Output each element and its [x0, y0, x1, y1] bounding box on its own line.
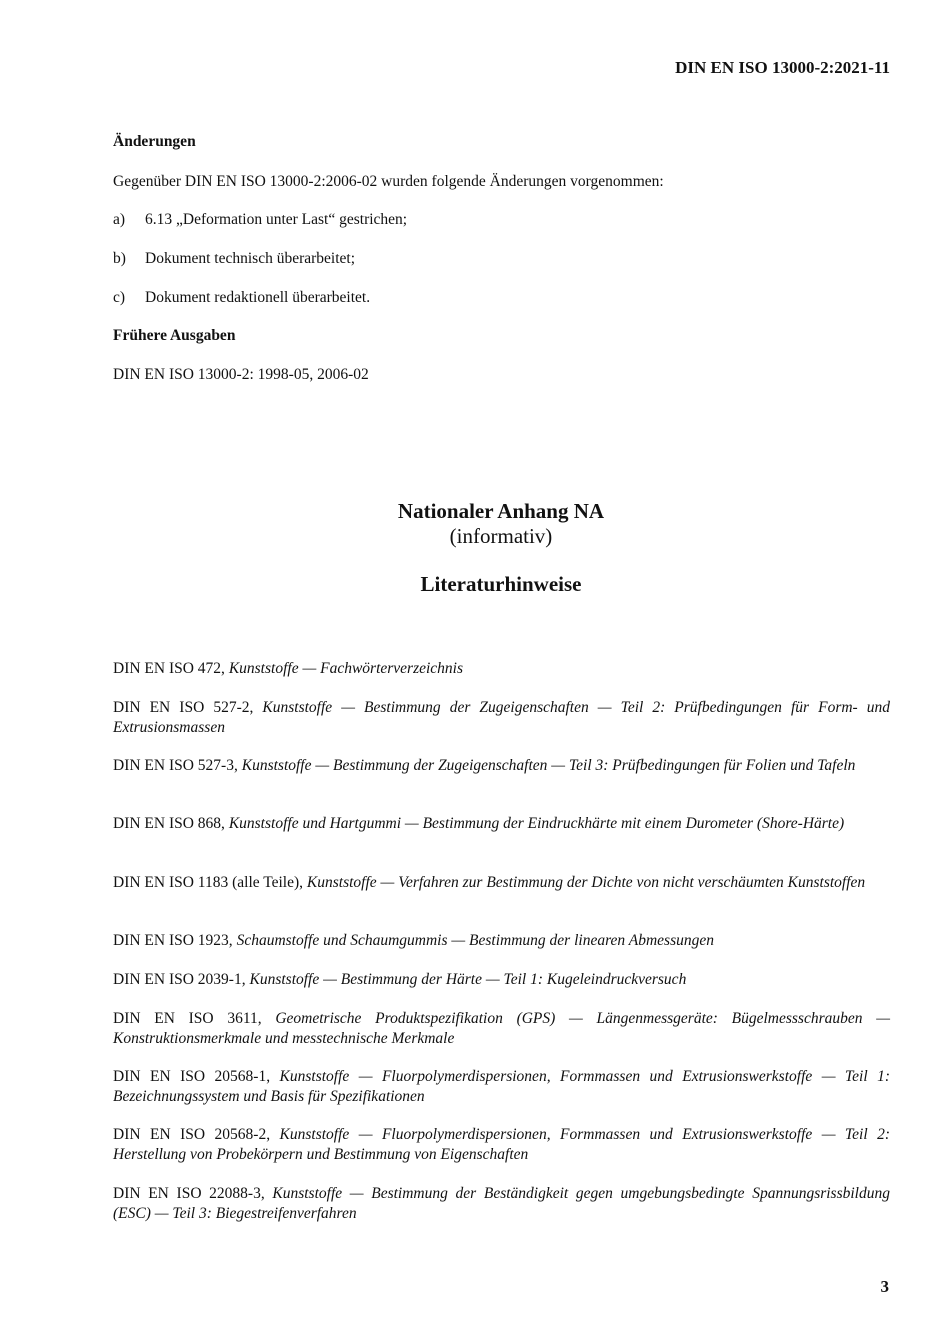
- reference-number: DIN EN ISO 3611,: [113, 1010, 276, 1027]
- reference-title: Kunststoffe — Bestimmung der Härte — Teil 1: Kugeleindruckversuch: [249, 971, 687, 988]
- reference-title: Kunststoffe — Fachwörterverzeichnis: [228, 660, 464, 677]
- reference-item: [113, 1067, 890, 1107]
- reference-number: DIN EN ISO 868,: [113, 815, 229, 832]
- annex-subtitle: (informativ): [449, 524, 553, 548]
- reference-item: [113, 970, 890, 990]
- list-text: 6.13 „Deformation unter Last“ gestrichen;: [145, 211, 408, 228]
- reference-number: DIN EN ISO 20568-2,: [113, 1126, 280, 1143]
- reference-item: [113, 698, 890, 738]
- reference-number: DIN EN ISO 20568-1,: [113, 1068, 280, 1085]
- list-text: Dokument technisch überarbeitet;: [145, 250, 356, 267]
- reference-item: [113, 931, 890, 951]
- list-item: [113, 250, 355, 268]
- reference-number: DIN EN ISO 1923,: [113, 932, 237, 949]
- reference-item: [113, 1184, 890, 1224]
- reference-title: Kunststoffe — Fluorpolymerdispersionen, Formmassen und Extrusionswerkstoffe — Teil 2: Herstellung von Probekörpern und Bestimmung von Eigenschaften: [113, 1126, 890, 1163]
- document-id: DIN EN ISO 13000-2:2021-11: [675, 58, 890, 77]
- reference-number: DIN EN ISO 1183 (alle Teile),: [113, 874, 307, 891]
- reference-item: [113, 659, 890, 679]
- reference-item: [113, 1125, 890, 1165]
- reference-number: DIN EN ISO 2039-1,: [113, 971, 250, 988]
- changes-intro: Gegenüber DIN EN ISO 13000-2:2006-02 wurden folgende Änderungen vorgenommen:: [113, 173, 664, 190]
- list-label: a): [113, 211, 126, 228]
- previous-editions-text: DIN EN ISO 13000-2: 1998-05, 2006-02: [113, 366, 369, 383]
- list-label: b): [113, 250, 126, 267]
- reference-title: Kunststoffe — Bestimmung der Beständigkeit gegen umgebungsbedingte Spannungsrissbildung (ESC) — Teil 3: Biegestreifenverfahren: [113, 1185, 890, 1222]
- reference-item: [113, 1009, 890, 1049]
- reference-title: Kunststoffe — Verfahren zur Bestimmung der Dichte von nicht verschäumten Kunststoffen: [306, 874, 866, 891]
- bibliography-title: Literaturhinweise: [420, 572, 582, 596]
- list-label: c): [113, 289, 126, 306]
- reference-title: Kunststoffe — Bestimmung der Zugeigenschaften — Teil 2: Prüfbedingungen für Form- und Extrusionsmassen: [113, 699, 890, 736]
- changes-heading: Änderungen: [113, 133, 196, 150]
- previous-editions-heading: Frühere Ausgaben: [113, 327, 236, 344]
- reference-number: DIN EN ISO 472,: [113, 660, 229, 677]
- list-item: [113, 289, 370, 307]
- reference-number: DIN EN ISO 527-2,: [113, 699, 263, 716]
- reference-item: [113, 756, 890, 776]
- reference-title: Schaumstoffe und Schaumgummis — Bestimmung der linearen Abmessungen: [236, 932, 714, 949]
- reference-title: Kunststoffe — Bestimmung der Zugeigenschaften — Teil 3: Prüfbedingungen für Folien und Tafeln: [241, 757, 856, 774]
- list-item: [113, 211, 407, 229]
- reference-title: Geometrische Produktspezifikation (GPS) — Längenmessgeräte: Bügelmessschrauben — Konstruktionsmerkmale und messtechnische Merkmale: [113, 1010, 890, 1047]
- reference-number: DIN EN ISO 527-3,: [113, 757, 242, 774]
- reference-number: DIN EN ISO 22088-3,: [113, 1185, 273, 1202]
- list-text: Dokument redaktionell überarbeitet.: [145, 289, 371, 306]
- reference-item: [113, 873, 890, 893]
- reference-item: [113, 814, 890, 834]
- reference-title: Kunststoffe und Hartgummi — Bestimmung der Eindruckhärte mit einem Durometer (Shore-Härte): [228, 815, 845, 832]
- reference-title: Kunststoffe — Fluorpolymerdispersionen, Formmassen und Extrusionswerkstoffe — Teil 1: Bezeichnungssystem und Basis für Spezifikationen: [113, 1068, 890, 1105]
- page-number: 3: [880, 1277, 889, 1296]
- annex-title: Nationaler Anhang NA: [397, 499, 605, 523]
